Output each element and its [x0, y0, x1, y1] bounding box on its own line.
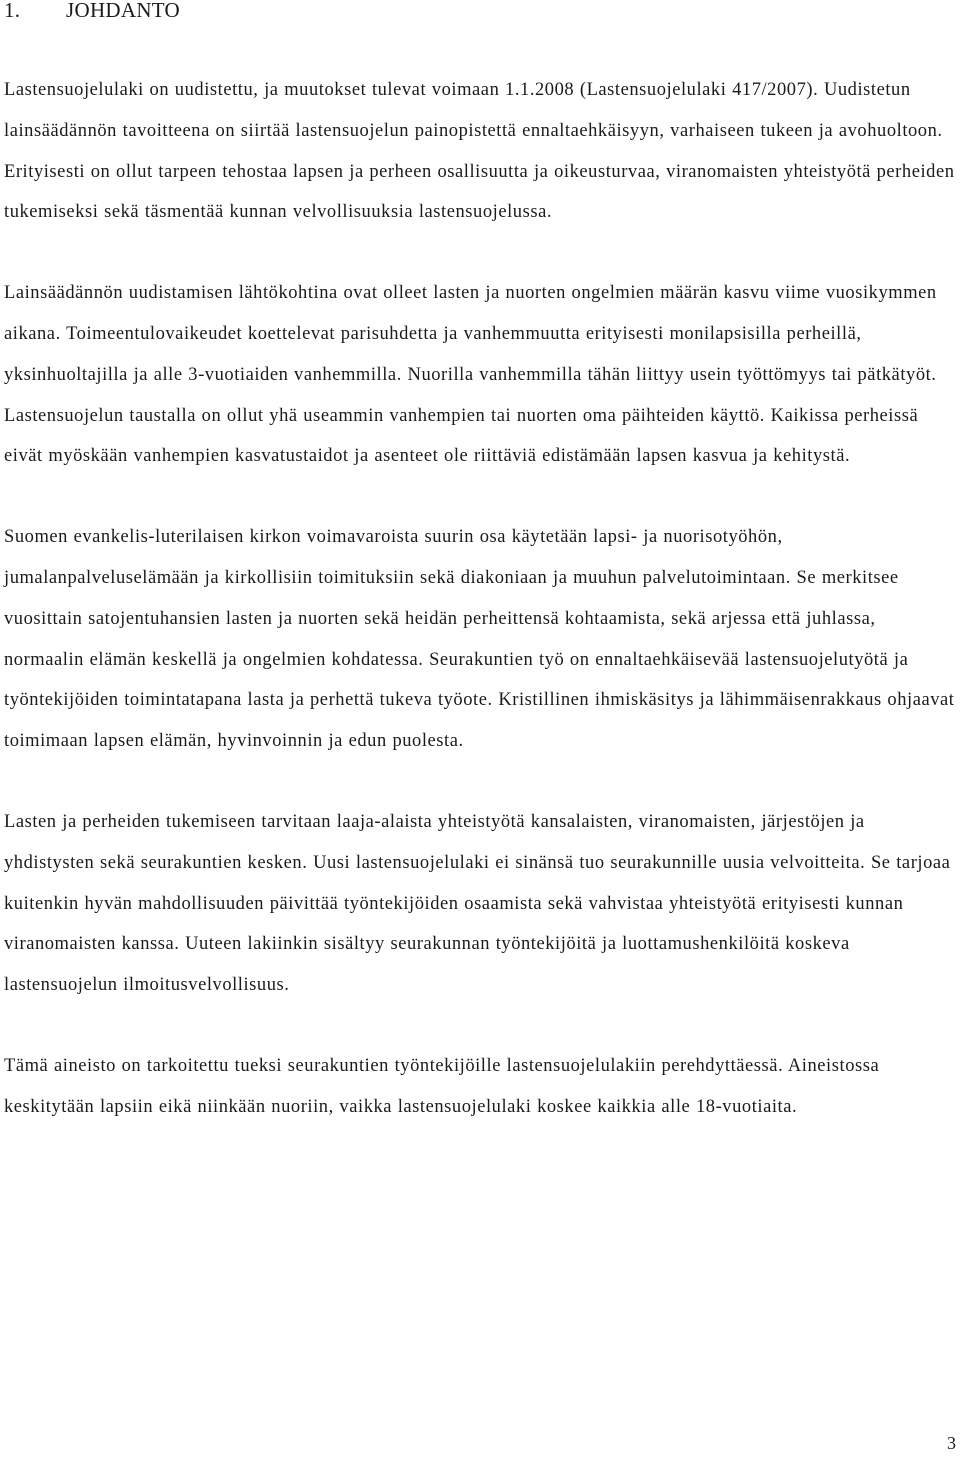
page-number: 3 — [947, 1433, 956, 1453]
body-text — [4, 70, 956, 1168]
section-heading — [4, 0, 180, 23]
paragraph-1: Lastensuojelulaki on uudistettu, ja muutokset tulevat voimaan 1.1.2008 (Lastensuojelulaki 417/2007). Uudistetun lainsäädännön tavoitteena on siirtää lastensuojelun painopistettä ennaltaehkäisyyn, varhaiseen tukeen ja avohuoltoon. Erityisesti on ollut tarpeen tehostaa lapsen ja perheen osallisuutta ja oikeusturvaa, viranomaisten yhteistyötä perheiden tukemiseksi sekä täsmentää kunnan velvollisuuksia lastensuojelussa. — [4, 80, 955, 223]
paragraph-2: Lainsäädännön uudistamisen lähtökohtina ovat olleet lasten ja nuorten ongelmien määrän kasvu viime vuosikymmen aikana. Toimeentulovaikeudet koettelevat parisuhdetta ja vanhemmuutta erityisesti monilapsisilla perheillä, yksinhuoltajilla ja alle 3-vuotiaiden vanhemmilla. Nuorilla vanhemmilla tähän liittyy usein työttömyys tai pätkätyöt. Lastensuojelun taustalla on ollut yhä useammin vanhempien tai nuorten oma päihteiden käyttö. Kaikissa perheissä eivät myöskään vanhempien kasvatustaidot ja asenteet ole riittäviä edistämään lapsen kasvua ja kehitystä. — [4, 283, 937, 467]
paragraph-4: Lasten ja perheiden tukemiseen tarvitaan laaja-alaista yhteistyötä kansalaisten, viranomaisten, järjestöjen ja yhdistysten sekä seurakuntien kesken. Uusi lastensuojelulaki ei sinänsä tuo seurakunnille uusia velvoitteita. Se tarjoaa kuitenkin hyvän mahdollisuuden päivittää työntekijöiden osaamista sekä vahvistaa yhteistyötä erityisesti kunnan viranomaisten kanssa. Uuteen lakiinkin sisältyy seurakunnan työntekijöitä ja luottamushenkilöitä koskeva lastensuojelun ilmoitusvelvollisuus. — [4, 811, 951, 996]
paragraph-5: Tämä aineisto on tarkoitettu tueksi seurakuntien työntekijöille lastensuojelulakiin perehdyttäessä. Aineistossa keskitytään lapsiin eikä niinkään nuoriin, vaikka lastensuojelulaki koskee kaikkia alle 18-vuotiaita. — [4, 1055, 880, 1117]
paragraph-3: Suomen evankelis-luterilaisen kirkon voimavaroista suurin osa käytetään lapsi- ja nuorisotyöhön, jumalanpalveluselämään ja kirkollisiin toimituksiin sekä diakoniaan ja muuhun palvelutoimintaan. Se merkitsee vuosittain satojentuhansien lasten ja nuorten sekä heidän perheittensä kohtaamista, sekä arjessa että juhlassa, normaalin elämän keskellä ja ongelmien kohdatessa. Seurakuntien työ on ennaltaehkäisevää lastensuojelutyötä ja työntekijöiden toimintatapana lasta ja perhettä tukeva työote. Kristillinen ihmiskäsitys ja lähimmäisenrakkaus ohjaavat toimimaan lapsen elämän, hyvinvoinnin ja edun puolesta. — [4, 527, 955, 752]
section-title: JOHDANTO — [66, 0, 181, 22]
section-number: 1. — [4, 0, 21, 22]
